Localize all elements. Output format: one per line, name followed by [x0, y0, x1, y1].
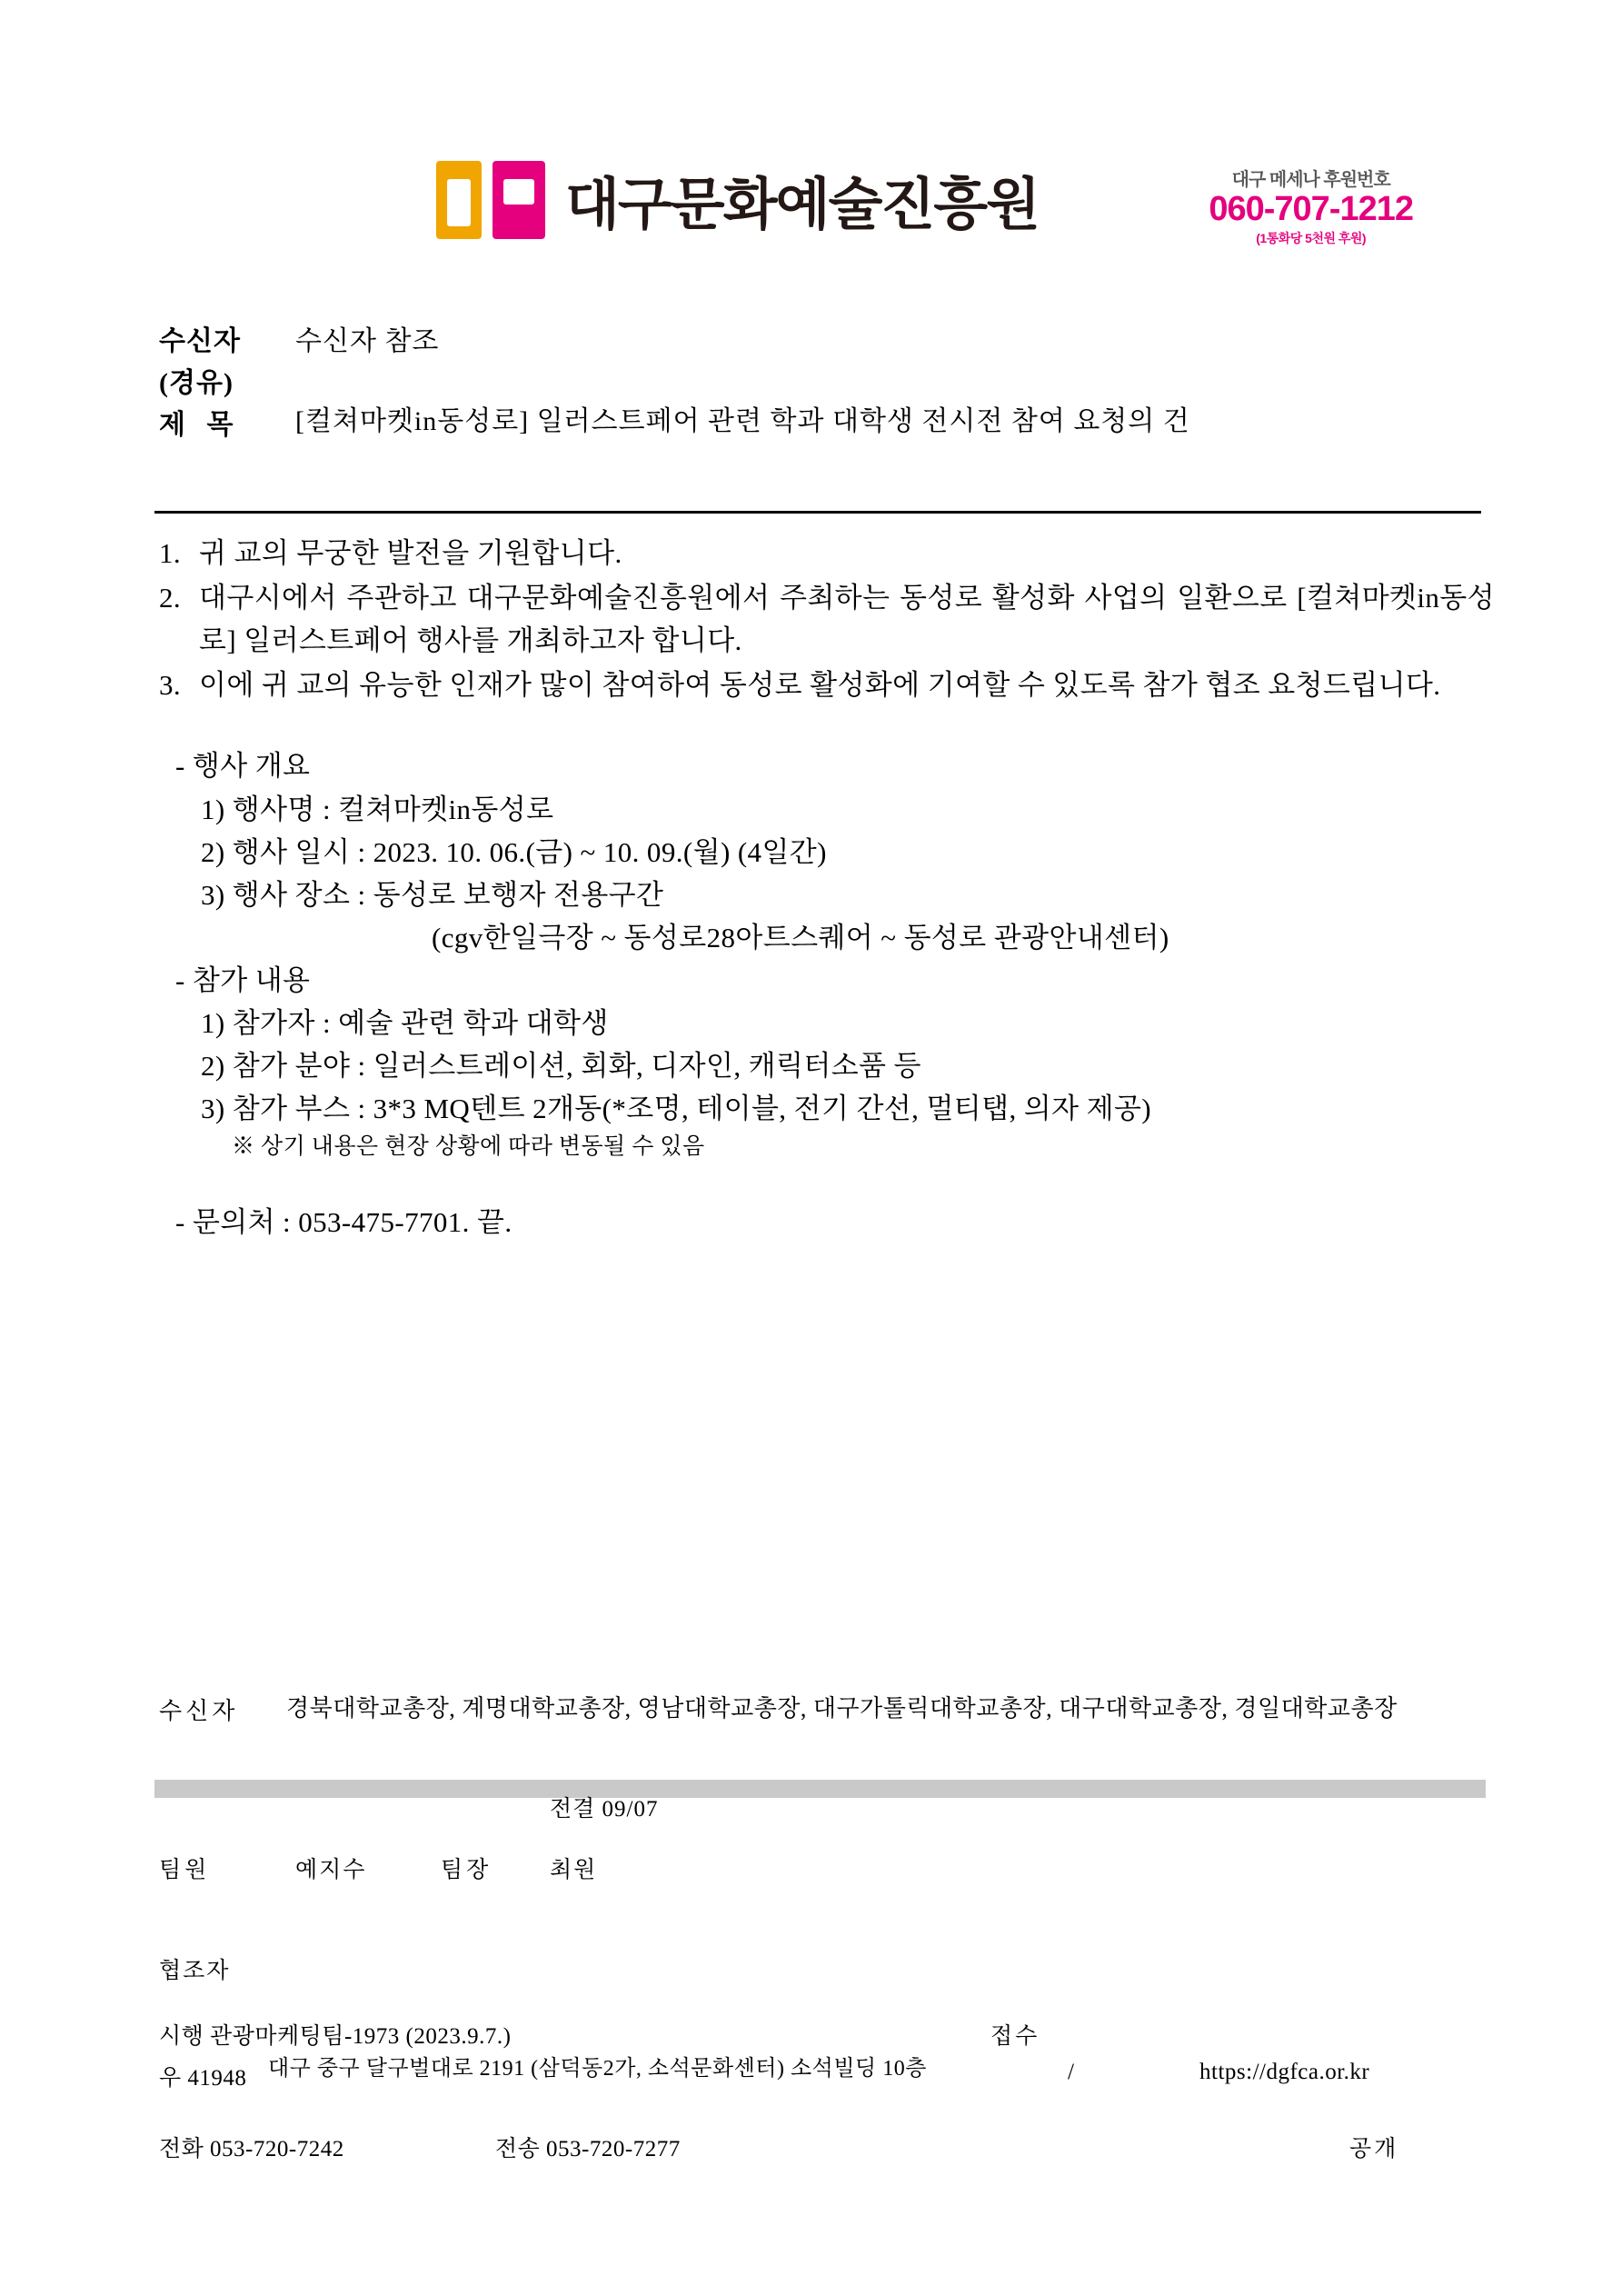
overview-item: 2) 행사 일시 : 2023. 10. 06.(금) ~ 10. 09.(월) (4일간)	[201, 835, 827, 868]
spacer	[159, 1164, 1495, 1201]
recipient-list	[159, 1692, 1495, 1726]
body-item	[159, 532, 1495, 574]
body-item-number: 1.	[159, 537, 182, 569]
separator-slash: /	[1068, 2060, 1075, 2084]
body-item	[159, 576, 1495, 662]
overview-item: 3) 행사 장소 : 동성로 보행자 전용구간	[201, 878, 664, 911]
document-header	[0, 159, 1622, 277]
body-item-text: 대구시에서 주관하고 대구문화예술진흥원에서 주최하는 동성로 활성화 사업의 일환으로 [컬쳐마켓in동성로] 일러스트페어 행사를 개최하고자 합니다.	[199, 582, 1495, 657]
recipient-row	[159, 318, 1486, 358]
recipient-list-label: 수신자	[159, 1698, 239, 1724]
participation-item: 3) 참가 부스 : 3*3 MQ텐트 2개동(*조명, 테이블, 전기 간선, 멀티탭, 의자 제공)	[201, 1093, 1152, 1125]
separator-bar	[154, 1780, 1486, 1798]
address: 대구 중구 달구벌대로 2191 (삼덕동2가, 소석문화센터) 소석빌딩 10층	[268, 2057, 927, 2081]
body-item-number: 3.	[159, 669, 182, 702]
via-label: (경유)	[159, 368, 234, 398]
subject-row	[159, 402, 1486, 442]
participation-item: 1) 참가자 : 예술 관련 학과 대학생	[201, 1007, 609, 1040]
phone-number: 전화 053-720-7242	[159, 2137, 344, 2161]
contact-line: - 문의처 : 053-475-7701. 끝.	[175, 1206, 512, 1239]
mecenat-label: 대구 메세나 후원번호	[1231, 170, 1390, 190]
approval-role-2: 팀장	[441, 1858, 493, 1882]
document-footer	[159, 2018, 1495, 2172]
section-title-overview: - 행사 개요	[175, 750, 311, 783]
document-meta	[159, 318, 1486, 444]
zip-code: 우 41948	[159, 2066, 247, 2091]
participation-note: ※ 상기 내용은 현장 상황에 따라 변동될 수 있음	[232, 1134, 705, 1160]
final-approval-label: 전결 09/07	[550, 1797, 659, 1822]
logo-mark-icon	[436, 161, 545, 239]
via-row	[159, 360, 1486, 400]
footer-row-contact	[159, 2131, 1495, 2172]
recipient-value: 수신자 참조	[295, 326, 440, 356]
execution-info: 시행 관광마케팅팀-1973 (2023.9.7.)	[159, 2024, 512, 2049]
receipt-label: 접수	[990, 2024, 1040, 2049]
subject-value: [컬쳐마켓in동성로] 일러스트페어 관련 학과 대학생 전시전 참여 요청의 건	[295, 406, 1190, 436]
mecenat-sponsor-block	[1209, 165, 1413, 247]
approval-name-2: 최원	[550, 1858, 598, 1882]
header-divider	[154, 511, 1481, 514]
recipient-list-value: 경북대학교총장, 계명대학교총장, 영남대학교총장, 대구가톨릭대학교총장, 대구대학교총장, 경일대학교총장	[286, 1695, 1398, 1722]
approval-name-1: 예지수	[295, 1858, 367, 1882]
document-body	[159, 532, 1495, 1244]
body-item-text: 이에 귀 교의 유능한 인재가 많이 참여하여 동성로 활성화에 기여할 수 있도록 참가 협조 요청드립니다.	[199, 669, 1441, 702]
organization-name: 대구문화예술진흥원	[565, 174, 1040, 236]
body-item-number: 2.	[159, 582, 182, 614]
subject-label: 제 목	[159, 410, 241, 440]
website-url: https://dgfca.or.kr	[1199, 2060, 1370, 2084]
cooperator-label: 협조자	[159, 1959, 231, 1983]
mecenat-note: (1통화당 5천원 후원)	[1256, 230, 1367, 245]
disclosure-status: 공개	[1349, 2137, 1399, 2161]
footer-row-address	[159, 2057, 1495, 2131]
approval-role-1: 팀원	[159, 1858, 211, 1882]
spacer	[159, 708, 1495, 744]
body-item-text: 귀 교의 무궁한 발전을 기원합니다.	[199, 537, 622, 569]
organization-logo	[436, 159, 1039, 240]
overview-item: 1) 행사명 : 컬쳐마켓in동성로	[201, 793, 554, 825]
participation-item: 2) 참가 분야 : 일러스트레이션, 회화, 디자인, 캐릭터소품 등	[201, 1050, 921, 1083]
mecenat-number: 060-707-1212	[1209, 190, 1413, 228]
body-item	[159, 664, 1495, 706]
fax-number: 전송 053-720-7277	[495, 2137, 681, 2161]
overview-location-detail: (cgv한일극장 ~ 동성로28아트스퀘어 ~ 동성로 관광안내센터)	[432, 921, 1169, 953]
section-title-participation: - 참가 내용	[175, 963, 311, 996]
recipient-label: 수신자	[159, 326, 241, 356]
